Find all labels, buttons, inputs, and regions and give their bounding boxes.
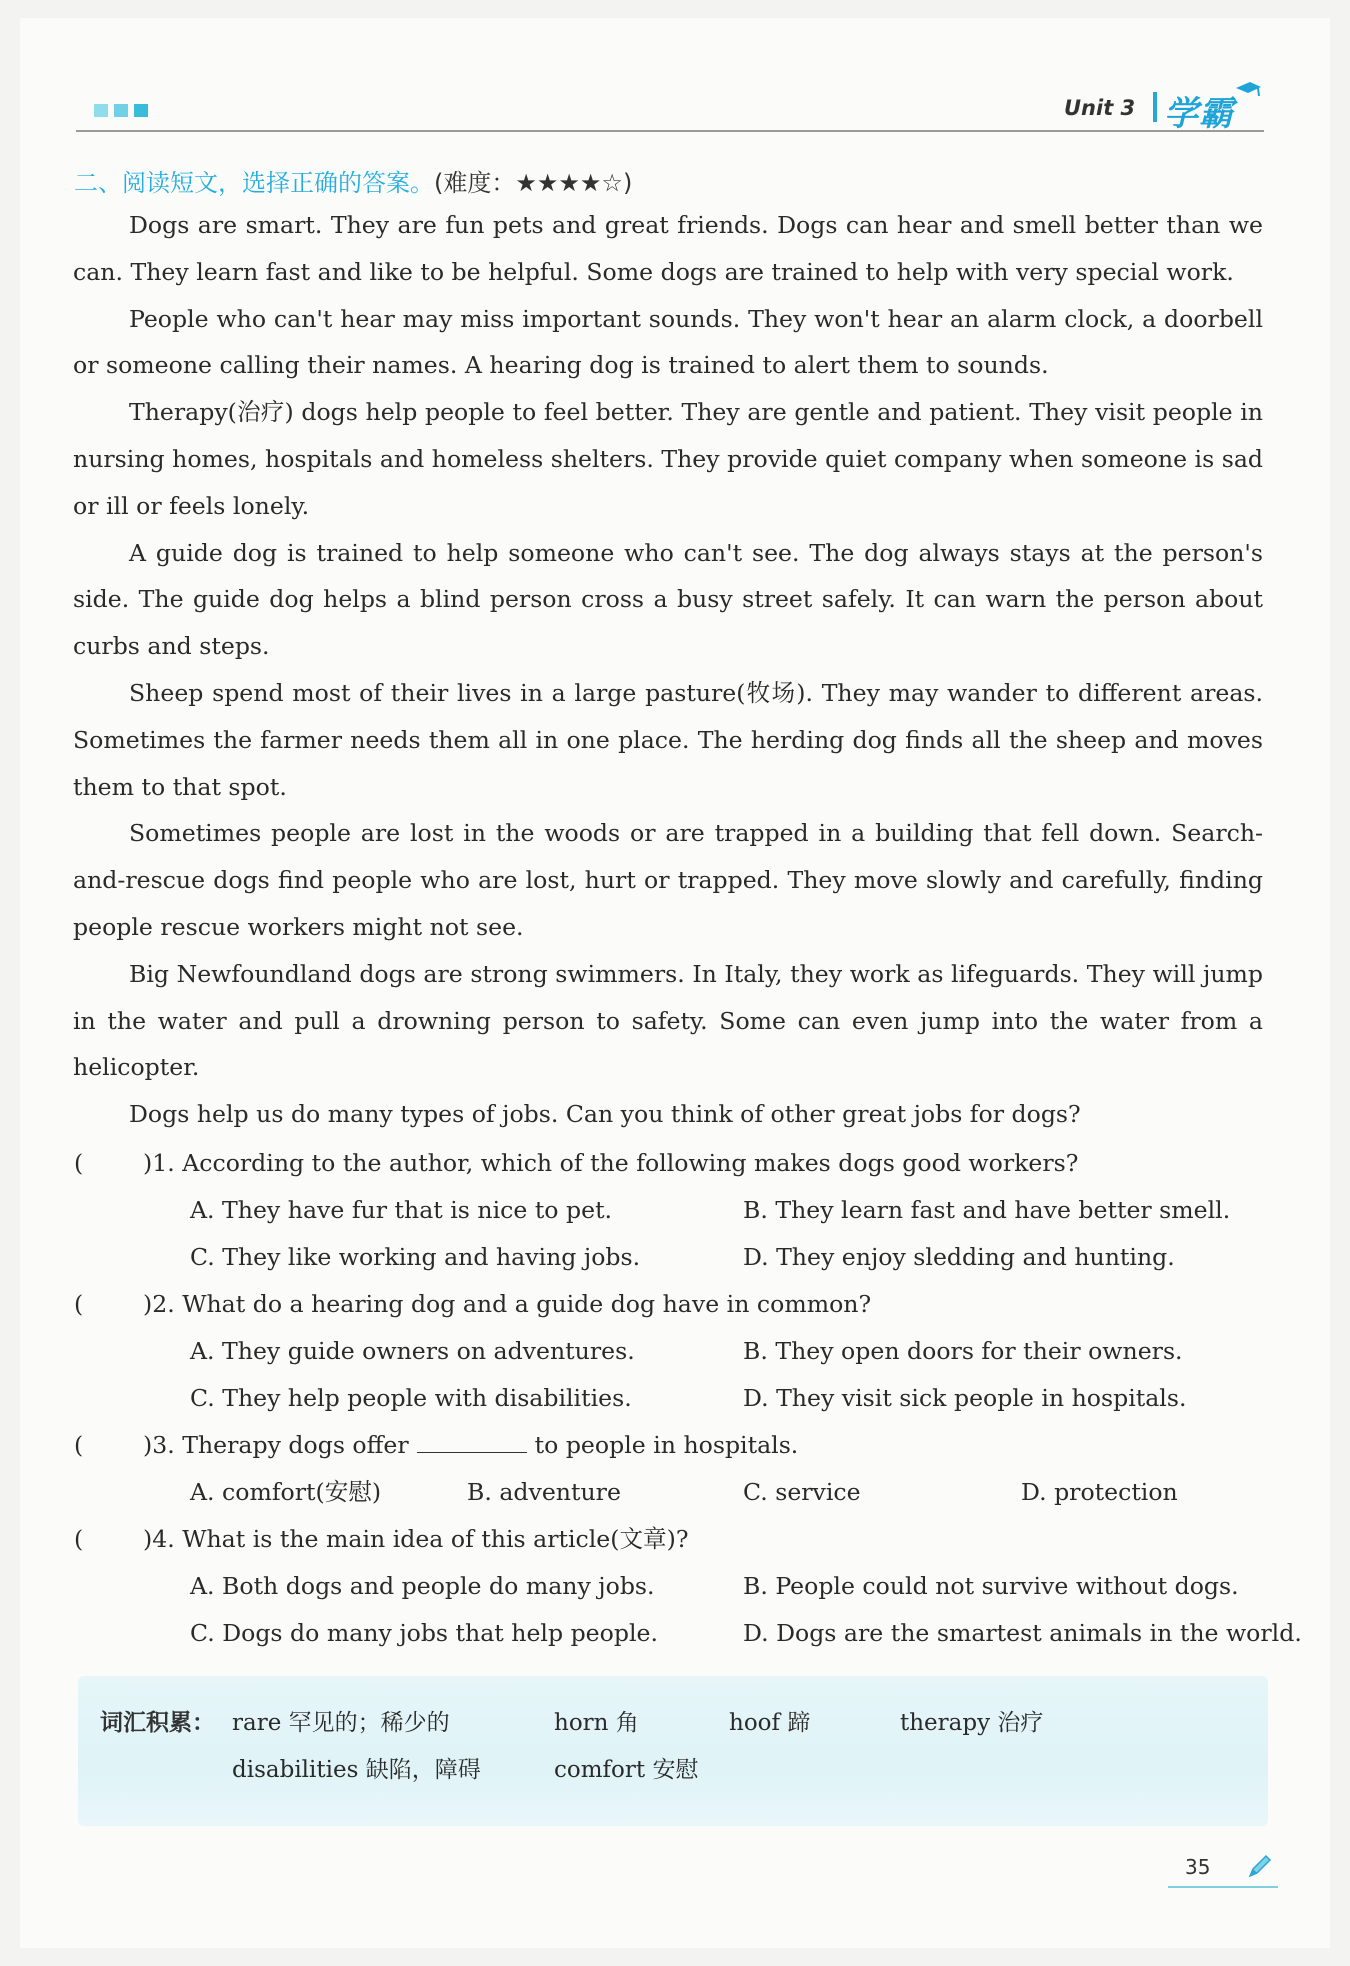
difficulty-rating: (难度：★★★★☆) <box>434 169 633 197</box>
passage-paragraph: Therapy(治疗) dogs help people to feel better. They are gentle and patient. They visit people in nursing homes, hospitals and homeless shelters. They provide quiet company when someone is sad or ill or feels lonely. <box>73 398 1263 520</box>
option-1d[interactable]: D. They enjoy sledding and hunting. <box>743 1243 1175 1271</box>
question-number: 3. <box>152 1431 175 1459</box>
passage-paragraph: Dogs are smart. They are fun pets and great friends. Dogs can hear and smell better than we can. They learn fast and like to be helpful. Some dogs are trained to help with very special work. <box>73 211 1263 286</box>
option-3a[interactable]: A. comfort(安慰) <box>190 1478 382 1506</box>
question-text-end: to people in hospitals. <box>534 1431 799 1459</box>
header-rule <box>76 130 1264 132</box>
option-2d[interactable]: D. They visit sick people in hospitals. <box>743 1384 1187 1412</box>
graduation-cap-icon <box>1234 80 1262 100</box>
vocab-item: rare 罕见的；稀少的 <box>232 1710 450 1736</box>
passage-paragraph: Big Newfoundland dogs are strong swimmers. In Italy, they work as lifeguards. They will jump in the water and pull a drowning person to safety. Some can even jump into the water from a helicopter. <box>73 959 1263 1082</box>
option-4c[interactable]: C. Dogs do many jobs that help people. <box>190 1619 658 1647</box>
header-divider <box>1153 92 1157 122</box>
section-heading: 二、阅读短文，选择正确的答案。 <box>74 169 434 197</box>
fill-in-blank[interactable] <box>417 1432 527 1453</box>
option-2b[interactable]: B. They open doors for their owners. <box>743 1337 1183 1365</box>
brand-logo: 学霸 <box>1164 94 1234 134</box>
question-text: What is the main idea of this article(文章)? <box>182 1525 689 1553</box>
passage-paragraph: Sheep spend most of their lives in a large pasture(牧场). They may wander to different areas. Sometimes the farmer needs them all in one place. The herding dog finds all the sheep and moves them to that spot. <box>73 678 1263 801</box>
passage-paragraph: Dogs help us do many types of jobs. Can you think of other great jobs for dogs? <box>129 1100 1081 1129</box>
question-text: According to the author, which of the following makes dogs good workers? <box>182 1149 1079 1177</box>
option-2a[interactable]: A. They guide owners on adventures. <box>190 1337 635 1365</box>
answer-blank-close: ) <box>143 1431 153 1459</box>
passage-paragraph: A guide dog is trained to help someone who can't see. The dog always stays at the person's side. The guide dog helps a blind person cross a busy street safely. It can warn the person about curbs and steps. <box>73 538 1263 661</box>
answer-blank-open[interactable]: ( <box>74 1290 84 1318</box>
question-number: 4. <box>152 1525 175 1553</box>
question-text: What do a hearing dog and a guide dog have in common? <box>182 1290 872 1318</box>
answer-blank-open[interactable]: ( <box>74 1431 84 1459</box>
reading-passage <box>73 202 1263 1138</box>
question-text: Therapy dogs offer <box>182 1431 409 1459</box>
vocab-item: therapy 治疗 <box>900 1710 1044 1736</box>
vocab-item: horn 角 <box>554 1710 639 1736</box>
option-1b[interactable]: B. They learn fast and have better smell. <box>743 1196 1231 1224</box>
passage-paragraph: People who can't hear may miss important sounds. They won't hear an alarm clock, a doorbell or someone calling their names. A hearing dog is trained to alert them to sounds. <box>73 304 1263 380</box>
question-number: 2. <box>152 1290 175 1318</box>
page-number: 35 <box>1185 1855 1211 1879</box>
vocab-item: disabilities 缺陷，障碍 <box>232 1757 481 1783</box>
pencil-icon <box>1246 1852 1274 1880</box>
vocab-item: hoof 蹄 <box>729 1710 811 1736</box>
vocabulary-label: 词汇积累： <box>100 1710 215 1736</box>
answer-blank-open[interactable]: ( <box>74 1149 84 1177</box>
option-4d[interactable]: D. Dogs are the smartest animals in the world. <box>743 1619 1302 1647</box>
option-2c[interactable]: C. They help people with disabilities. <box>190 1384 632 1412</box>
answer-blank-close: ) <box>143 1149 153 1177</box>
question-number: 1. <box>152 1149 175 1177</box>
option-4a[interactable]: A. Both dogs and people do many jobs. <box>190 1572 655 1600</box>
footer-rule <box>1168 1886 1278 1888</box>
header-decoration <box>94 104 148 117</box>
vocab-item: comfort 安慰 <box>554 1757 699 1783</box>
answer-blank-open[interactable]: ( <box>74 1525 84 1553</box>
passage-paragraph: Sometimes people are lost in the woods or are trapped in a building that fell down. Search-and-rescue dogs find people who are lost, hurt or trapped. They move slowly and carefully, finding people rescue workers might not see. <box>73 819 1263 941</box>
option-3c[interactable]: C. service <box>743 1478 861 1506</box>
option-1c[interactable]: C. They like working and having jobs. <box>190 1243 641 1271</box>
vocabulary-box <box>78 1676 1268 1826</box>
option-3b[interactable]: B. adventure <box>467 1478 621 1506</box>
answer-blank-close: ) <box>143 1290 153 1318</box>
option-4b[interactable]: B. People could not survive without dogs. <box>743 1572 1239 1600</box>
option-3d[interactable]: D. protection <box>1021 1478 1178 1506</box>
section-title <box>74 163 632 198</box>
unit-label: Unit 3 <box>1064 96 1136 120</box>
option-1a[interactable]: A. They have fur that is nice to pet. <box>190 1196 613 1224</box>
answer-blank-close: ) <box>143 1525 153 1553</box>
